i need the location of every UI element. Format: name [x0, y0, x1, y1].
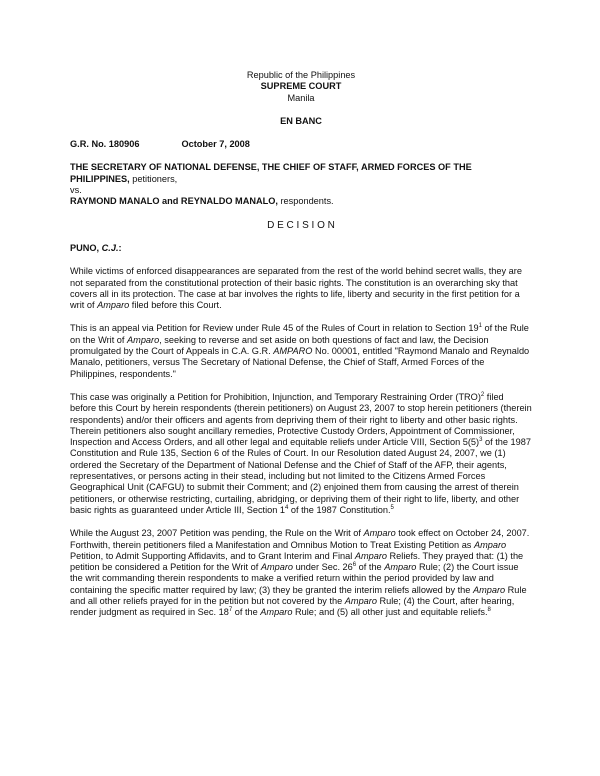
p4-amparo-4: Amparo — [260, 562, 294, 573]
division-label: EN BANC — [280, 115, 322, 126]
p1-text-a: While victims of enforced disappearances are separated from the rest of the world behind secret walls, they are not separated from the constitutional protection of their basic rights. The constitution is an overarching sky that covers all in its protection. The case at bar involves the rights to life, liberty and security in the first petition for a writ of — [70, 266, 522, 311]
p4-text-c: Petition, to Admit Supporting Affidavits, and to Grant Interim and Final — [70, 550, 355, 561]
ponente-colon: : — [118, 242, 122, 253]
respondents-names: RAYMOND MANALO and REYNALDO MANALO, — [70, 196, 278, 207]
p3-text-d: of the 1987 Constitution. — [288, 504, 391, 515]
ponente — [70, 243, 532, 254]
footnote-ref-6[interactable]: 6 — [352, 562, 357, 569]
petitioners-names: THE SECRETARY OF NATIONAL DEFENSE, THE CHIEF OF STAFF, ARMED FORCES OF THE PHILIPPINES, — [70, 162, 472, 184]
court-header — [70, 70, 532, 104]
versus: vs. — [70, 185, 82, 196]
ponente-name: PUNO, — [70, 242, 102, 253]
p4-amparo-3: Amparo — [354, 550, 387, 561]
petitioners-label: petitioners, — [129, 173, 178, 184]
p4-text-a: While the August 23, 2007 Petition was pending, the Rule on the Writ of — [70, 528, 364, 539]
p2-text-d: No. 00001, entitled "Raymond Manalo and Reynaldo Manalo, petitioners, versus The Secretary of National Defense, the Chief of Staff, Armed Forces of the Philippines, respondents." — [70, 346, 530, 379]
respondents — [70, 196, 532, 207]
court-city: Manila — [287, 92, 315, 103]
footnote-ref-2[interactable]: 2 — [480, 391, 485, 398]
p4-text-g: Rule; (2) the Court issue the writ commanding therein respondents to make a verified return within the period provided by law and containing the specific matter required by law; (3) they be granted the interim reliefs allowed by the — [70, 562, 519, 595]
case-date: October 7, 2008 — [181, 139, 250, 150]
case-number: G.R. No. 180906 — [70, 139, 140, 150]
decision-title: D E C I S I O N — [267, 219, 335, 231]
p3-text-b: filed before this Court by herein respondents (therein petitioners) on August 23, 2007 to stop herein petitioners (therein respondents) and/or their officers and agents from depriving them of their right to liberty and other basic rights. Therein petitioners also sought ancillary remedies, Protective Custody Orders, Appointment of Commissioner, Inspection and Access Orders, and all other legal and equitable reliefs under Article VIII, Section 5(5) — [70, 391, 532, 448]
p4-amparo-7: Amparo — [344, 595, 377, 606]
p4-text-b: took effect on October 24, 2007. Forthwith, therein petitioners filed a Manifestation and Omnibus Motion to Treat Existing Petition as — [70, 528, 530, 550]
court-name: SUPREME COURT — [260, 81, 342, 92]
footnote-ref-1[interactable]: 1 — [478, 323, 482, 330]
footnote-ref-8[interactable]: 8 — [487, 607, 491, 614]
p2-amparo-1: Amparo — [127, 334, 160, 345]
p4-text-h: Rule and all other reliefs prayed for in the petition but not covered by the — [70, 584, 527, 606]
p1-amparo: Amparo — [97, 300, 130, 311]
p4-text-f: of the — [356, 562, 385, 573]
p2-amparo-2: AMPARO — [273, 346, 313, 357]
p2-text-c: , seeking to reverse and set aside on both questions of fact and law, the Decision promulgated by the Court of Appeals in C.A. G.R. — [70, 334, 489, 357]
footnote-ref-7[interactable]: 7 — [228, 607, 233, 614]
p4-amparo-6: Amparo — [472, 584, 506, 595]
p4-amparo-1: Amparo — [363, 528, 396, 539]
p4-text-k: Rule; and (5) all other just and equitable reliefs. — [292, 607, 488, 618]
paragraph-4 — [70, 528, 532, 618]
respondents-label: respondents. — [277, 196, 334, 207]
ponente-title: C.J. — [101, 242, 119, 253]
p3-text-c: of the 1987 Constitution and Rule 135, Section 6 of the Rules of Court. In our Resolution dated August 24, 2007, we (1) ordered the Secretary of the Department of National Defense and the Chief of Staff of the AFP, their agents, representatives, or persons acting in their stead, including but not limited to the Citizens Armed Forces Geographical Unit (CAFGU) to submit their Comment; and (2) enjoined them from causing the arrest of therein petitioners, or otherwise restricting, curtailing, abridging, or depriving them of their right to life, liberty, and other basic rights as guaranteed under Article III, Section 1 — [70, 437, 531, 515]
p4-text-j: of the — [232, 607, 261, 618]
p4-amparo-8: Amparo — [260, 607, 293, 618]
p4-text-d: Reliefs. They prayed that: (1) the petition be considered a Petition for the Writ of — [70, 550, 524, 573]
p4-text-e: under Sec. 26 — [293, 562, 353, 573]
footnote-ref-5[interactable]: 5 — [390, 504, 394, 511]
p3-text-a: This case was originally a Petition for Prohibition, Injunction, and Temporary Restraining Order (TRO) — [70, 391, 481, 402]
document-page — [70, 70, 532, 619]
footnote-ref-3[interactable]: 3 — [479, 437, 483, 444]
p1-text-b: filed before this Court. — [129, 300, 222, 311]
republic-line: Republic of the Philippines — [246, 70, 356, 80]
p4-text-i: Rule; (4) the Court, after hearing, render judgment as required in Sec. 18 — [70, 595, 515, 618]
footnote-ref-4[interactable]: 4 — [285, 504, 289, 511]
paragraph-2 — [70, 323, 532, 379]
petitioners — [70, 162, 532, 185]
p4-amparo-5: Amparo — [384, 562, 417, 573]
paragraph-3 — [70, 392, 532, 516]
p4-amparo-2: Amparo — [473, 539, 507, 550]
case-line — [70, 139, 532, 150]
paragraph-1 — [70, 266, 532, 311]
p2-text-b: of the Rule on the Writ of — [70, 323, 529, 345]
p2-text-a: This is an appeal via Petition for Review under Rule 45 of the Rules of Court in relation to Section 19 — [70, 323, 479, 334]
